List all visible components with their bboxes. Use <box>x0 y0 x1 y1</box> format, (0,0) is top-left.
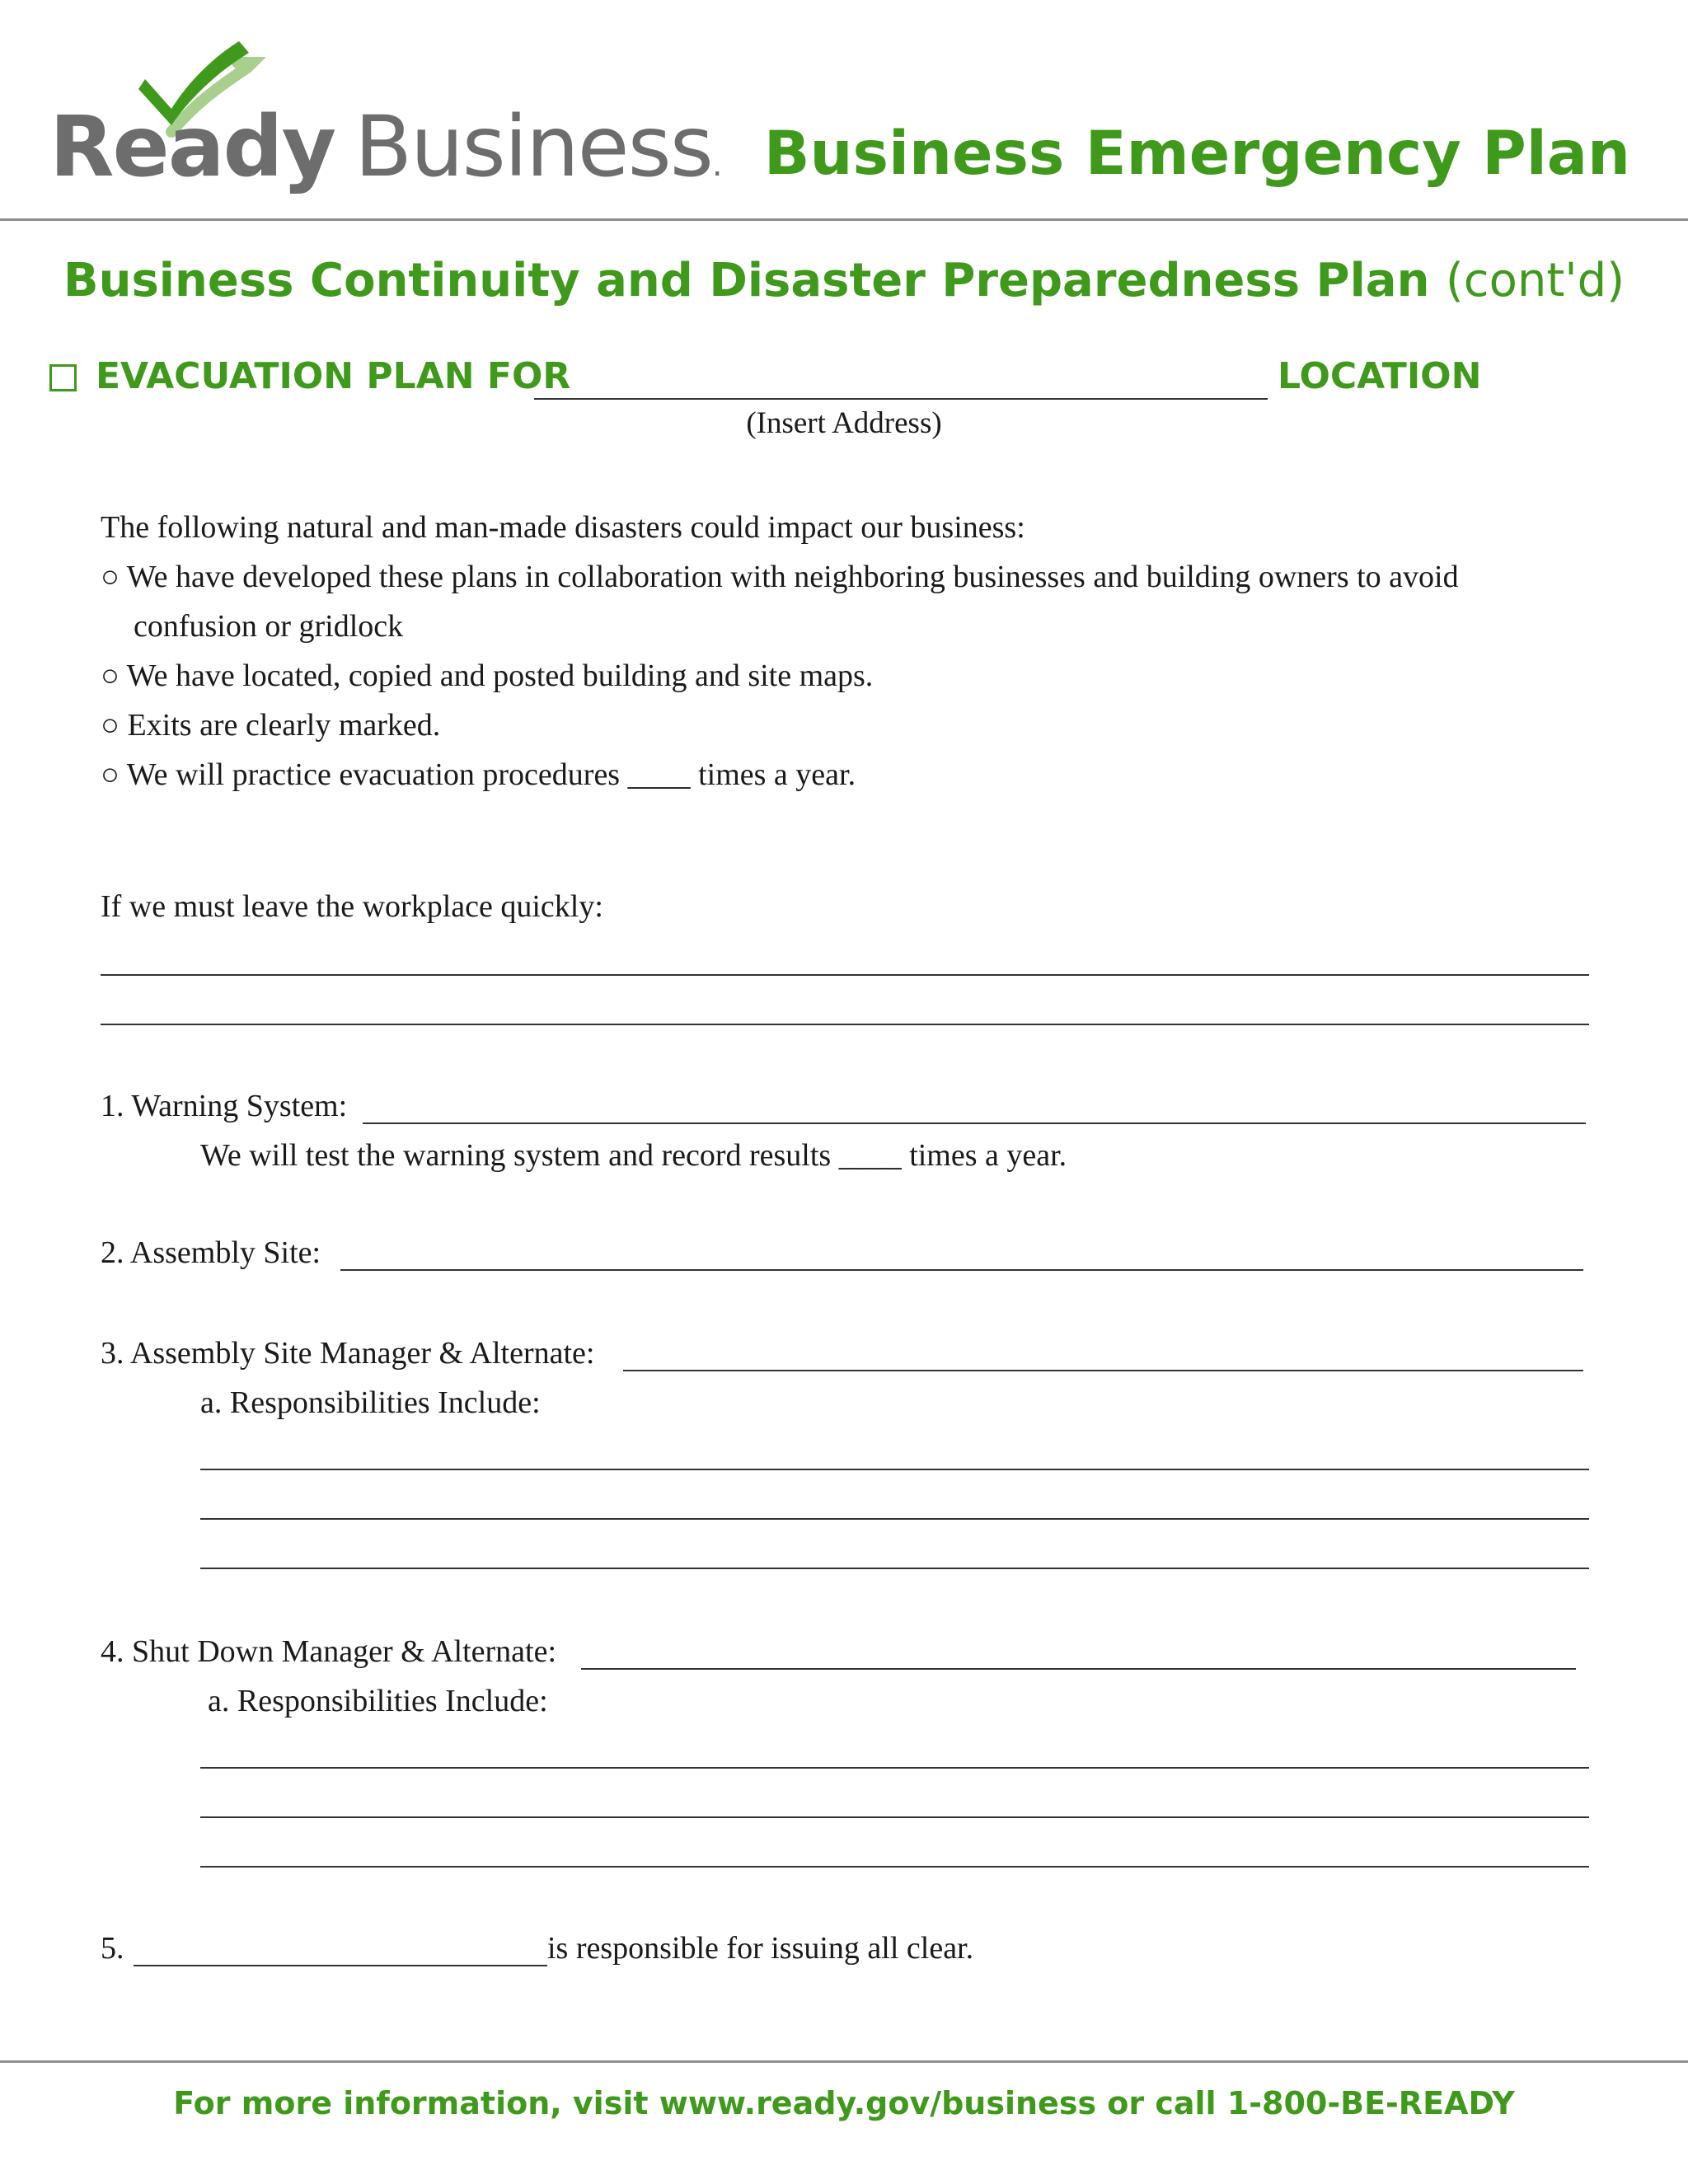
list-item-text: We will practice evacuation procedures ____ times a year. <box>126 757 856 792</box>
shutdown-responsibility-line-3[interactable] <box>200 1866 1589 1868</box>
list-item-text: We have located, copied and posted building and site maps. <box>126 658 874 693</box>
list-item <box>101 559 1459 597</box>
list-item <box>101 757 856 794</box>
list-item <box>101 707 440 745</box>
assembly-responsibility-line-3[interactable] <box>200 1568 1589 1569</box>
assembly-site-label: 2. Assembly Site: <box>101 1235 321 1270</box>
evacuation-plan-label: EVACUATION PLAN FOR <box>96 355 571 397</box>
assembly-site-line[interactable] <box>340 1269 1583 1271</box>
assembly-manager-label: 3. Assembly Site Manager & Alternate: <box>101 1336 595 1371</box>
logo-mark-text: . <box>711 146 721 184</box>
disasters-intro: The following natural and man-made disasters could impact our business: <box>101 510 1025 545</box>
list-item-continuation: confusion or gridlock <box>134 609 404 644</box>
bullet-circle-icon: ○ <box>101 708 120 743</box>
assembly-responsibility-line-1[interactable] <box>200 1469 1589 1470</box>
leave-plan-line-1[interactable] <box>101 974 1589 976</box>
section-title-text: Business Continuity and Disaster Preparedness Plan <box>63 254 1430 307</box>
shutdown-manager-line[interactable] <box>581 1668 1576 1670</box>
assembly-manager-line[interactable] <box>623 1370 1583 1371</box>
list-item <box>101 658 873 696</box>
header-divider <box>0 218 1688 221</box>
bullet-circle-icon: ○ <box>101 658 120 693</box>
all-clear-text: is responsible for issuing all clear. <box>547 1931 974 1966</box>
leave-plan-line-2[interactable] <box>101 1024 1589 1025</box>
logo-wordmark <box>49 98 721 196</box>
shutdown-responsibility-line-2[interactable] <box>200 1816 1589 1818</box>
document-title: Business Emergency Plan <box>763 119 1630 189</box>
list-item-text: We have developed these plans in collaboration with neighboring businesses and building owners to avoid <box>126 560 1459 594</box>
assembly-responsibilities-label: a. Responsibilities Include: <box>200 1385 541 1420</box>
all-clear-number: 5. <box>101 1931 124 1966</box>
shutdown-responsibility-line-1[interactable] <box>200 1767 1589 1769</box>
bullet-circle-icon: ○ <box>101 560 120 594</box>
logo-business-text: Business <box>354 98 712 196</box>
warning-system-line[interactable] <box>363 1122 1586 1124</box>
location-label: LOCATION <box>1278 355 1482 397</box>
section-title <box>0 254 1688 307</box>
footer-info-text: For more information, visit www.ready.gov/business or call 1-800-BE-READY <box>173 2085 1515 2121</box>
footer-divider <box>0 2060 1688 2063</box>
evacuation-checkbox[interactable] <box>49 364 77 391</box>
shutdown-responsibilities-label: a. Responsibilities Include: <box>208 1684 548 1718</box>
warning-system-label: 1. Warning System: <box>101 1089 348 1123</box>
all-clear-name-line[interactable] <box>134 1965 547 1966</box>
logo-ready-text: Ready <box>49 98 335 196</box>
list-item-text: Exits are clearly marked. <box>127 708 441 743</box>
warning-system-note: We will test the warning system and record results ____ times a year. <box>200 1138 1067 1173</box>
assembly-responsibility-line-2[interactable] <box>200 1518 1589 1520</box>
bullet-circle-icon: ○ <box>101 757 120 792</box>
address-blank-line[interactable] <box>534 398 1268 400</box>
section-title-contd: (cont'd) <box>1445 254 1625 307</box>
insert-address-hint: (Insert Address) <box>746 406 942 440</box>
leave-workplace-text: If we must leave the workplace quickly: <box>101 889 603 924</box>
shutdown-manager-label: 4. Shut Down Manager & Alternate: <box>101 1634 557 1669</box>
